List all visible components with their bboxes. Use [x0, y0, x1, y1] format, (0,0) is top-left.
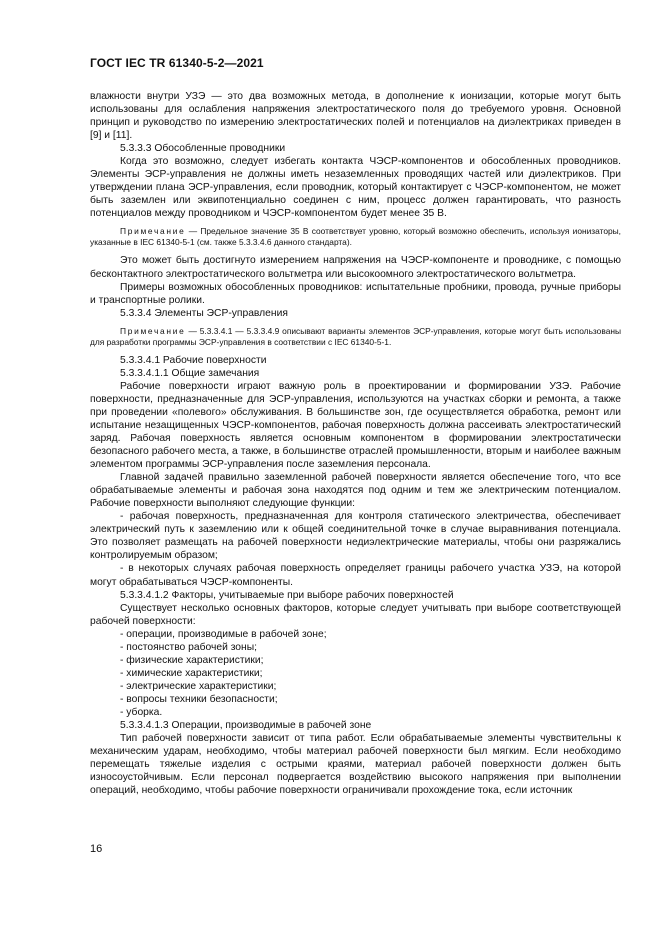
note-label: Примечание — [120, 325, 186, 336]
paragraph: Это может быть достигнуто измерением напряжения на ЧЭСР-компоненте и проводнике, с помощью бесконтактного электростатического вольтметра или высокоомного электростатического вольтметра. — [90, 255, 621, 280]
paragraph: Примеры возможных обособленных проводников: испытательные пробники, провода, ручные приборы и транспортные ролики. — [90, 281, 621, 306]
note-text: — 5.3.3.4.1 — 5.3.3.4.9 описывают варианты элементов ЭСР-управления, которые могут быть использованы для разработки программы ЭСР-управления в соответствии с IEC 61340-5-1. — [90, 325, 621, 347]
section-heading: 5.3.3.4.1 Рабочие поверхности — [120, 354, 267, 366]
list-item: - физические характеристики; — [120, 654, 264, 666]
note-label: Примечание — [120, 226, 186, 237]
section-heading: 5.3.3.4.1.3 Операции, производимые в рабочей зоне — [120, 720, 372, 732]
paragraph: Когда это возможно, следует избегать контакта ЧЭСР-компонентов и обособленных проводников. Элементы ЭСР-управления не должны иметь незаземленных проводящих частей или диэлектриков. При утверждении плана ЭСР-управления, если проводник, который контактирует с ЧЭСР-компонентом, не может быть заземлен или эквипотенциально соединен с ним, процесс должен гарантировать, что разность потенциалов между проводником и ЧЭСР-компонентом будет менее 35 В. — [90, 156, 621, 220]
list-item: - уборка. — [120, 706, 163, 718]
paragraph: Существует несколько основных факторов, которые следует учитывать при выборе соответствующей рабочей поверхности: — [90, 602, 621, 627]
paragraph: влажности внутри УЗЭ — это два возможных метода, в дополнение к ионизации, которые могут быть использованы для ослабления напряжения электростатического поля до требуемого уровня. Основной принцип и руководство по измерению электростатических полей и потенциалов на диэлектриках приведен в [9] и [11]. — [90, 91, 621, 142]
list-item: - вопросы техники безопасности; — [120, 693, 278, 705]
section-heading: 5.3.3.4.1.2 Факторы, учитываемые при выборе рабочих поверхностей — [120, 589, 454, 601]
list-item: - операции, производимые в рабочей зоне; — [120, 628, 327, 640]
list-item: - в некоторых случаях рабочая поверхность определяет границы рабочего участка УЗЭ, на которой могут обрабатываться ЧЭСР-компоненты. — [90, 563, 621, 588]
section-heading: 5.3.3.3 Обособленные проводники — [120, 143, 286, 155]
document-header: ГОСТ IEC TR 61340-5-2—2021 — [90, 56, 264, 70]
note — [90, 226, 621, 248]
page-number: 16 — [90, 843, 103, 855]
section-heading: 5.3.3.4.1.1 Общие замечания — [120, 367, 260, 379]
list-item: - постоянство рабочей зоны; — [120, 641, 257, 653]
note-text: — Предельное значение 35 В соответствует уровню, который возможно обеспечить, используя ионизаторы, указанные в IEC 61340-5-1 (см. также 5.3.3.4.6 данного стандарта). — [90, 226, 621, 248]
document-body — [90, 90, 621, 797]
paragraph: Тип рабочей поверхности зависит от типа работ. Если обрабатываемые элементы чувствительны к механическим ударам, необходимо, чтобы материал рабочей поверхности был мягким. Если необходимо перемещать тяжелые изделия с острыми краями, материал рабочей поверхности должен быть износоустойчивым. Если персонал подвергается воздействию высокого напряжения при выполнении операций, необходимо, чтобы рабочие поверхности ограничивали прохождение тока, если источник — [90, 733, 621, 797]
paragraph: Главной задачей правильно заземленной рабочей поверхности является обеспечение того, что все обрабатываемые элементы и рабочая зона находятся под одним и тем же электрическим потенциалом. Рабочие поверхности выполняют следующие функции: — [90, 472, 621, 510]
note — [90, 326, 621, 348]
list-item: - рабочая поверхность, предназначенная для контроля статического электричества, обеспечивает электрический путь к заземлению или к общей соединительной точке в случае выравнивания потенциала. Это позволяет размещать на рабочей поверхности недиэлектрические материалы, чтобы они разряжались контролируемым образом; — [90, 511, 621, 562]
list-item: - электрические характеристики; — [120, 680, 277, 692]
paragraph: Рабочие поверхности играют важную роль в проектировании и формировании УЗЭ. Рабочие поверхности, предназначенные для ЭСР-управления, используются на участках сборки и ремонта, а также при проведении «полевого» обслуживания. В большинстве зон, где осуществляется обработка, ремонт или испытание незащищенных ЧЭСР-компонентов, рабочая поверхность должна рассеивать электростатический заряд. Рабочая поверхность является основным компонентом в формировании электростатически безопасного рабочего места, а также, в большинстве отраслей промышленности, вторым и наиболее важным элементом программы ЭСР-управления после заземления персонала. — [90, 380, 621, 471]
list-item: - химические характеристики; — [120, 667, 263, 679]
section-heading: 5.3.3.4 Элементы ЭСР-управления — [120, 307, 288, 319]
document-page — [90, 0, 621, 935]
